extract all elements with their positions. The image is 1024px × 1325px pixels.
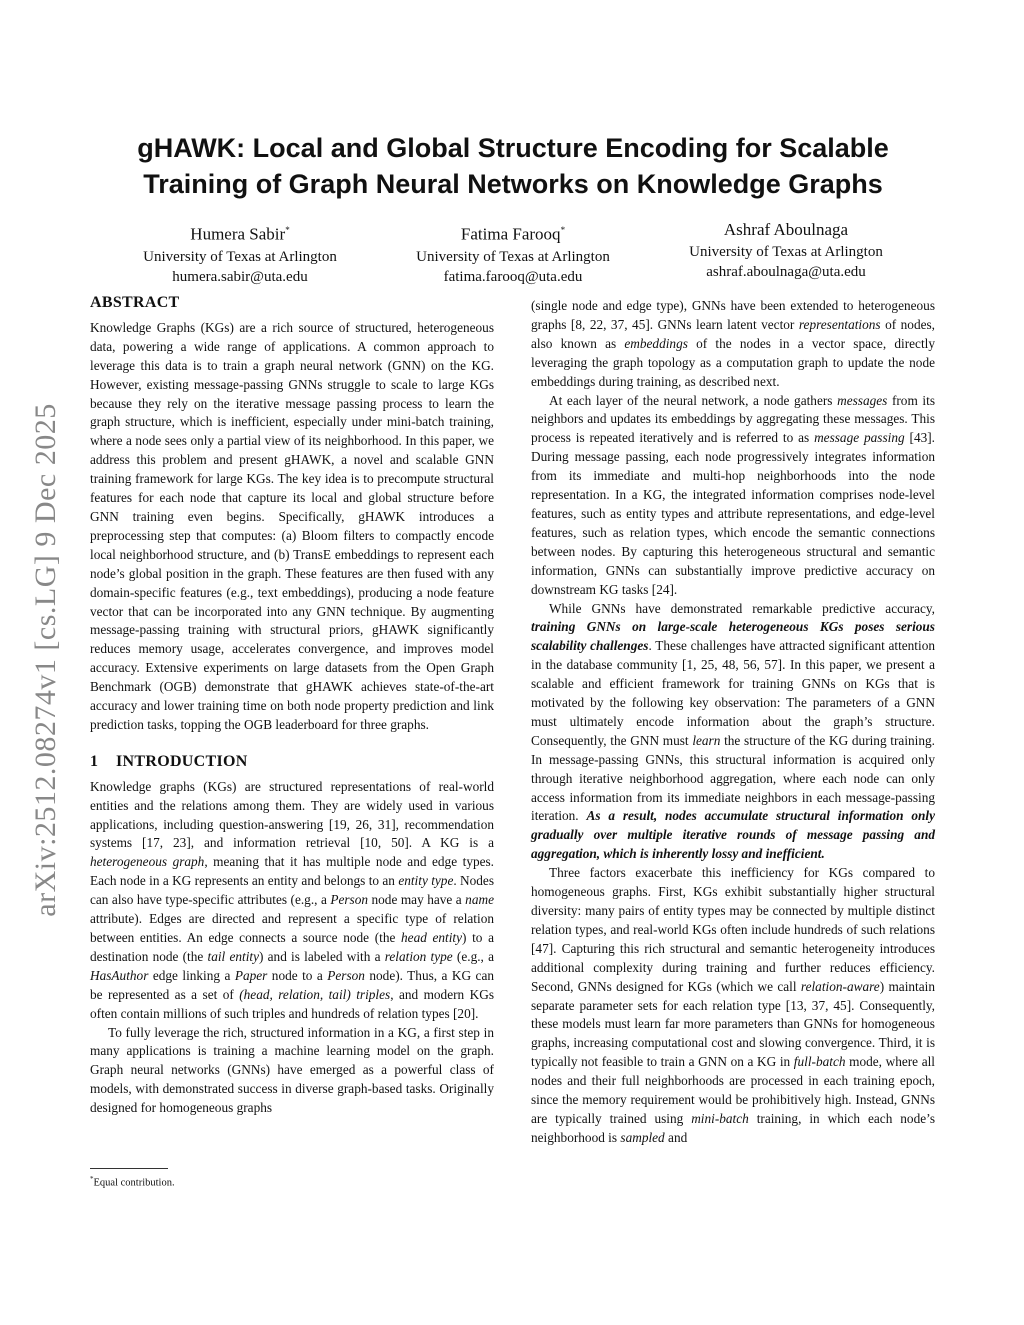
- author-1: [90, 218, 390, 287]
- author-name: Fatima Farooq: [460, 224, 561, 244]
- footnote: [90, 1172, 175, 1191]
- section-title: INTRODUCTION: [116, 752, 248, 770]
- equal-contribution-mark: *: [285, 225, 290, 235]
- right-paragraph-2: At each layer of the neural network, a node gathers messages from its neighbors and updates its embeddings by aggregating these messages. This process is repeated iteratively and is referred to as message passing [43]. During message passing, each node progressively integrates information from its immediate and multi-hop neighborhoods into the node representation. In a KG, the integrated information comprises node-level features, such as entity types and attribute representations, and edge-level features, such as relation types, which encode the semantic connections between nodes. By capturing this heterogeneous structural and semantic information, GNNs can substantially improve predictive accuracy on downstream KG tasks [24].: [531, 392, 935, 597]
- author-email: ashraf.aboulnaga@uta.edu: [706, 264, 866, 280]
- author-affiliation: University of Texas at Arlington: [143, 248, 337, 265]
- left-column: [90, 294, 494, 1118]
- right-paragraph-4: Three factors exacerbate this inefficiency for KGs compared to homogeneous graphs. First, KGs exhibit substantially higher structural diversity: many pairs of entity types may be connected by multiple distinct relation types, and real-world KGs often include hundreds of such relations [47]. Capturing this rich structural and semantic heterogeneity introduces additional complexity during training and further reduces efficiency. Second, GNNs designed for KGs (which we call relation-aware) maintain separate parameter sets for each relation type [13, 37, 45]. Consequently, these models must learn far more parameters than GNNs for homogeneous graphs, increasing computational cost and slowing convergence. Third, it is typically not feasible to train a GNN on a KG in full-batch mode, where all nodes and their full neighborhoods are processed in each training epoch, since the memory requirement would be prohibitively high. Instead, GNNs are typically trained using mini-batch training, in which each node’s neighborhood is sampled and: [531, 865, 935, 1145]
- right-column: [531, 297, 935, 1148]
- paper-title: gHAWK: Local and Global Structure Encoding for Scalable Training of Graph Neural Networks on Knowledge Graphs: [137, 133, 889, 199]
- arxiv-identifier: arXiv:2512.08274v1 [cs.LG] 9 Dec 2025: [29, 403, 62, 917]
- equal-contribution-mark: *: [560, 225, 566, 235]
- introduction-heading: [90, 753, 494, 772]
- author-3: [636, 218, 936, 282]
- author-affiliation: University of Texas at Arlington: [416, 248, 610, 265]
- author-name: Ashraf Aboulnaga: [723, 220, 849, 239]
- abstract-heading: ABSTRACT: [90, 294, 180, 311]
- abstract-text: Knowledge Graphs (KGs) are a rich source of structured, heterogeneous data, powering a wide range of applications. A common approach to leverage this data is to train a graph neural network (GNN) on the KG. However, existing message-passing GNNs struggle to scale to large KGs because they rely on the iterative message passing process to learn the graph structure, which is inefficient, especially under mini-batch training, where a node sees only a partial view of its neighborhood. In this paper, we address this problem and present gHAWK, a novel and scalable GNN training framework for large KGs. The key idea is to precompute structural features for each node that capture its local and global structure before GNN training even begins. Specifically, gHAWK introduces a preprocessing step that computes: (a) Bloom filters to compactly encode local neighborhood structure, and (b) TransE embeddings to represent each node’s global position in the graph. These features are then fused with any domain-specific features (e.g., text embeddings), producing a node feature vector that can be incorporated into any GNN technique. By augmenting message-passing training with structural priors, gHAWK significantly reduces memory usage, accelerates convergence, and improves model accuracy. Extensive experiments on large datasets from the Open Graph Benchmark (OGB) demonstrate that gHAWK achieves state-of-the-art accuracy and lower training time on both node property prediction and link prediction tasks, topping the OGB leaderboard for three graphs.: [90, 319, 494, 732]
- intro-paragraph-1: Knowledge graphs (KGs) are structured representations of real-world entities and the relations among them. They are widely used in various applications, including question-answering [19, 26, 31], recommendation systems [17, 23], and information retrieval [10, 50]. A KG is a heterogeneous graph, meaning that it has multiple node and edge types. Each node in a KG represents an entity and belongs to an entity type. Nodes can also have type-specific attributes (e.g., a Person node may have a name attribute). Edges are directed and represent a specific type of relation between entities. An edge connects a source node (the head entity) to a destination node (the tail entity) and is labeled with a relation type (e.g., a HasAuthor edge linking a Paper node to a Person node). Thus, a KG can be represented as a set of (head, relation, tail) triples, and modern KGs often contain millions of such triples and hundreds of relation types [20].: [90, 778, 495, 1021]
- author-name: Humera Sabir: [190, 224, 286, 244]
- author-email: fatima.farooq@uta.edu: [443, 268, 583, 285]
- author-email: humera.sabir@uta.edu: [172, 268, 308, 285]
- author-affiliation: University of Texas at Arlington: [689, 244, 883, 260]
- footnote-divider: [90, 1168, 168, 1169]
- author-2: [363, 218, 663, 287]
- intro-paragraph-2: To fully leverage the rich, structured information in a KG, a first step in many applications is training a machine learning model on the graph. Graph neural networks (GNNs) have emerged as a powerful class of models, with demonstrated success in diverse graph-based tasks. Originally designed for homogeneous graphs: [90, 1024, 494, 1116]
- footnote-text: Equal contribution.: [93, 1177, 175, 1189]
- footnote-mark: *: [90, 1175, 94, 1183]
- right-paragraph-1: (single node and edge type), GNNs have been extended to heterogeneous graphs [8, 22, 37, 45]. GNNs learn latent vector representations of nodes, also known as embeddings of the nodes in a vector space, directly leveraging the graph topology as a computation graph to update the node embeddings during training, as described next.: [531, 298, 936, 389]
- section-number: 1: [90, 752, 99, 770]
- right-paragraph-3: While GNNs have demonstrated remarkable predictive accuracy, training GNNs on large-scale heterogeneous KGs poses serious scalability challenges. These challenges have attracted significant attention in the database community [1, 25, 48, 56, 57]. In this paper, we present a scalable and efficient framework for training GNNs on KGs that is motivated by the following key observation: The parameters of a GNN must ultimately encode information about the graph’s structure. Consequently, the GNN must learn the structure of the KG during training. In message-passing GNNs, this structural information is acquired only through iterative neighborhood aggregation, where each node can only access information from its immediate neighbors in each message-passing iteration. As a result, nodes accumulate structural information only gradually over multiple iterative rounds of message passing and aggregation, which is inherently lossy and inefficient.: [531, 600, 935, 862]
